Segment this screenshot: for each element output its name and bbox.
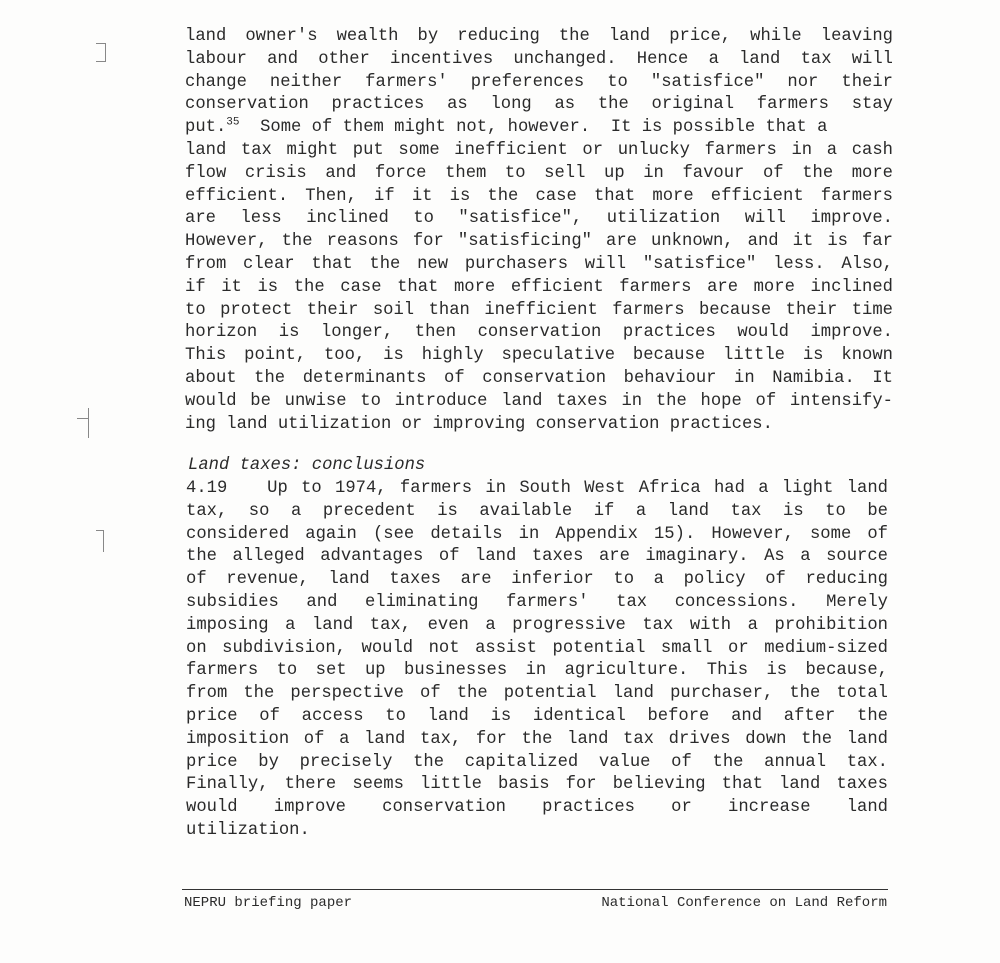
text-line: farmers to set up businesses in agriculture. This is because, xyxy=(186,661,888,681)
text-line: utilization. xyxy=(186,820,310,840)
text-line: ing land utilization or improving conservation practices. xyxy=(185,414,773,434)
text-line: 4.19 Up to 1974, farmers in South West Africa had a light land xyxy=(186,479,888,498)
text-line: price by precisely the capitalized value of the annual tax. xyxy=(186,752,888,772)
text-line: conservation practices as long as the original farmers stay xyxy=(185,95,893,115)
text-line: Finally, there seems little basis for believing that land taxes xyxy=(186,775,888,795)
margin-bracket-mark xyxy=(105,43,106,61)
text-line: if it is the case that more efficient farmers are more inclined xyxy=(185,277,893,297)
text-line: imposing a land tax, even a progressive tax with a prohibition xyxy=(186,615,888,635)
text-line: land tax might put some inefficient or unlucky farmers in a cash xyxy=(185,140,893,160)
text-line: about the determinants of conservation behaviour in Namibia. It xyxy=(185,368,893,388)
text-line: the alleged advantages of land taxes are imaginary. As a source xyxy=(186,547,888,567)
text-line: efficient. Then, if it is the case that more efficient farmers xyxy=(185,186,893,206)
text-fragment: put. xyxy=(185,118,227,138)
text-line: subsidies and eliminating farmers' tax concessions. Merely xyxy=(186,592,888,612)
text-line: would improve conservation practices or increase land xyxy=(186,798,888,818)
text-line: change neither farmers' preferences to "satisfice" nor their xyxy=(185,72,893,92)
text-line: tax, so a precedent is available if a land tax is to be xyxy=(186,501,888,521)
text-line: horizon is longer, then conservation practices would improve. xyxy=(185,323,893,343)
footer-left-text: NEPRU briefing paper xyxy=(184,895,353,911)
text-line: land owner's wealth by reducing the land price, while leaving xyxy=(185,27,893,46)
text-line: imposition of a land tax, for the land tax drives down the land xyxy=(186,729,888,749)
footer-right-text: National Conference on Land Reform xyxy=(601,895,887,911)
body-paragraph-2 xyxy=(186,478,888,843)
margin-bracket-mark xyxy=(96,61,106,62)
margin-tick-mark xyxy=(88,408,89,438)
margin-bracket-mark xyxy=(103,530,104,552)
text-fragment: Some of them might not, however. It is possible that a xyxy=(239,118,828,138)
text-line: However, the reasons for "satisficing" are unknown, and it is far xyxy=(185,232,893,252)
text-line: flow crisis and force them to sell up in favour of the more xyxy=(185,163,893,183)
text-line: on subdivision, would not assist potential small or medium-sized xyxy=(186,638,888,658)
text-line: labour and other incentives unchanged. Hence a land tax will xyxy=(185,49,893,69)
text-line: price of access to land is identical before and after the xyxy=(186,706,888,726)
text-line: considered again (see details in Appendix 15). However, some of xyxy=(186,524,888,544)
body-paragraph-1 xyxy=(185,26,893,436)
text-line: from clear that the new purchasers will "satisfice" less. Also, xyxy=(185,254,893,274)
text-line: would be unwise to introduce land taxes in the hope of intensify- xyxy=(185,391,893,411)
footer-rule xyxy=(182,889,888,890)
text-line: are less inclined to "satisfice", utilization will improve. xyxy=(185,209,893,229)
footnote-ref: 35 xyxy=(226,116,240,129)
text-line: to protect their soil than inefficient farmers because their time xyxy=(185,300,893,320)
text-line: from the perspective of the potential land purchaser, the total xyxy=(186,684,888,704)
text-line xyxy=(185,117,893,140)
text-line: This point, too, is highly speculative because little is known xyxy=(185,346,893,366)
text-line: of revenue, land taxes are inferior to a policy of reducing xyxy=(186,570,888,590)
section-heading: Land taxes: conclusions xyxy=(188,456,426,475)
